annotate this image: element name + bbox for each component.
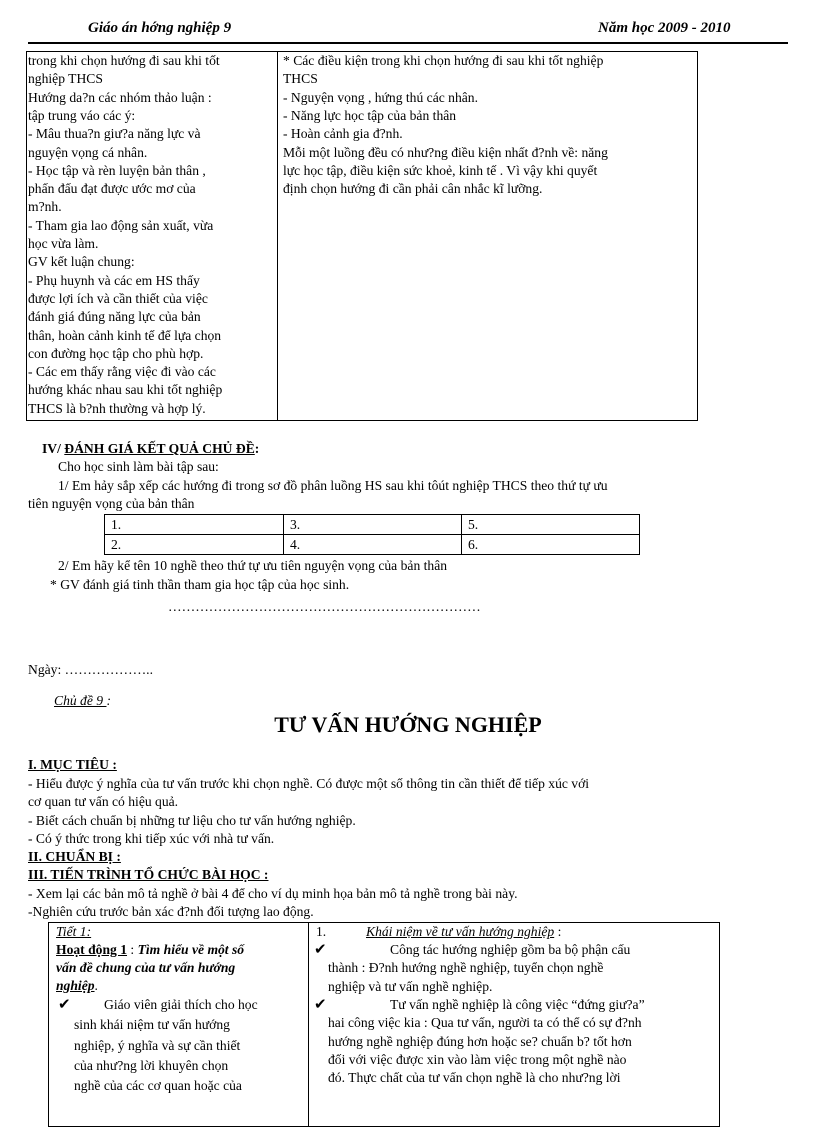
text-line: - Phụ huynh và các em HS thấy [28,272,200,288]
text-line: THCS là b?nh thường và hợp lý. [28,400,206,416]
text-line: sinh khái niệm tư vấn hướng [74,1017,230,1033]
item-number: 1. [316,924,327,939]
text-line: hướng nghề nghiệp đúng hơn hoặc se? chuẩn b? tốt hơn [328,1033,632,1049]
text-line: đối với việc được xin vào làm việc trong một nghề nào [328,1051,627,1067]
activity-heading: Hoạt động 1 : Tìm hiểu về một số [56,942,245,957]
section-iii-heading: III. TIẾN TRÌNH TỔ CHỨC BÀI HỌC : [28,867,269,882]
text-line: định chọn hướng đi cần phải cân nhắc kĩ lưỡng. [283,181,543,197]
text-line: * Các điều kiện trong khi chọn hướng đi sau khi tốt nghiệp [283,53,604,68]
text-line: thân, hoàn cảnh kinh tế để lựa chọn [28,327,222,343]
text-line: được lợi ích và cần thiết của việc [28,290,208,306]
text-line: GV kết luận chung: [28,254,135,270]
grid-cell: 5. [461,514,640,535]
text-line: - Mâu thua?n giư?a năng lực và [28,126,201,142]
text-line: Tư vấn nghề nghiệp là công việc “đứng giư?a” [390,997,645,1012]
text-line: hướng khác nhau sau khi tốt nghiệp [28,382,223,398]
header-left: Giáo án hớng nghiệp 9 [88,20,232,36]
check-icon: ✔ [314,997,327,1013]
text-line: con đường học tập cho phù hợp. [28,345,204,361]
text-line: đó. Thực chất của tư vấn chọn nghề là cho như?ng lời [328,1070,621,1086]
section-iv-q1-cont: tiên nguyện vọng của bản thân [28,496,195,511]
header-right: Năm học 2009 - 2010 [598,20,731,36]
header-rule [28,42,788,44]
section-i-heading: I. MỤC TIÊU : [28,757,117,772]
text-line: của như?ng lời khuyên chọn [74,1057,229,1073]
grid-cell: 2. [104,534,284,555]
text-line: phấn đấu đạt được ước mơ của [28,181,196,197]
text-line: - Các em thấy rằng việc đi vào các [28,364,216,380]
section-iv-q2: 2/ Em hãy kể tên 10 nghề theo thứ tự ưu tiên nguyện vọng của bản thân [58,558,448,573]
date-line: Ngày: ……………….. [28,662,153,677]
text-line: - Năng lực học tập của bản thân [283,107,457,123]
text-line: - Hiểu được ý nghĩa của tư vấn trước khi chọn nghề. Có được một số thông tin cần thiết để tiếp xúc với [28,776,590,791]
grid-cell: 4. [283,534,462,555]
text-line: trong khi chọn hướng đi sau khi tốt [28,53,220,68]
text-line: -Nghiên cứu trước bản xác đ?nh đối tượng lao động. [28,904,314,920]
section-iv-q1: 1/ Em hảy sắp xếp các hướng đi trong sơ đồ phân luồng HS sau khi tôút nghiệp THCS theo thứ tự ưu [58,478,608,493]
section-iv-title: ĐÁNH GIÁ KẾT QUẢ CHỦ ĐỀ [64,441,255,456]
topic-label: Chủ đề 9 : [54,693,112,708]
text-line: tập trung váo các ý: [28,107,136,123]
activity-heading-cont: vấn đề chung của tư vấn hướng [56,960,236,975]
text-line: đánh giá đúng năng lực của bản [28,309,201,325]
text-line: Hướng da?n các nhóm thảo luận : [28,89,212,105]
section-iv-heading: IV/ ĐÁNH GIÁ KẾT QUẢ CHỦ ĐỀ: [42,441,260,456]
check-icon: ✔ [314,942,327,958]
section-iv-note: * GV đánh giá tinh thần tham gia học tập của học sinh. [50,577,350,592]
text-line: - Học tập và rèn luyện bản thân , [28,162,206,178]
grid-cell: 6. [461,534,640,555]
text-line: Công tác hướng nghiệp gồm ba bộ phận cấu [390,942,631,957]
text-line: Giáo viên giải thích cho học [104,997,258,1012]
text-line: nghề của các cơ quan hoặc của [74,1078,242,1094]
item-heading: Khái niệm về tư vấn hướng nghiệp : [366,924,562,939]
text-line: cơ quan tư vấn có hiệu quả. [28,794,179,810]
text-line: nghiệp và tư vấn nghề nghiệp. [328,978,493,994]
section-iv-intro: Cho học sinh làm bài tập sau: [58,459,219,474]
text-line: thành : Đ?nh hướng nghề nghiệp, tuyển chọn nghề [328,960,604,976]
text-line: - Biết cách chuẩn bị những tư liệu cho tư vấn hướng nghiệp. [28,812,356,828]
text-line: - Xem lại các bản mô tả nghề ở bài 4 để cho ví dụ minh họa bản mô tả nghề trong bài này. [28,886,518,901]
check-icon: ✔ [58,997,71,1013]
separator-dots: …………………………………………………………… [168,599,481,614]
text-line: hai công việc kia : Qua tư vấn, người ta có thể có sự đ?nh [328,1015,642,1031]
text-line: nguyện vọng cá nhân. [28,144,148,160]
text-line: lực học tập, điều kiện sức khoẻ, kinh tế . Vì vậy khi quyết [283,162,598,178]
text-line: Mỗi một luồng đều có như?ng điều kiện nhất đ?nh về: năng [283,144,608,160]
text-line: - Hoàn cảnh gia đ?nh. [283,126,403,142]
main-title: TƯ VẤN HƯỚNG NGHIỆP [274,712,542,737]
text-line: THCS [283,71,318,87]
text-line: nghiệp, ý nghĩa và sự cần thiết [74,1037,241,1053]
section-ii-heading: II. CHUẨN BỊ : [28,849,121,864]
text-line: m?nh. [28,199,62,215]
text-line: - Có ý thức trong khi tiếp xúc với nhà tư vấn. [28,830,275,846]
text-line: - Tham gia lao động sản xuất, vừa [28,217,214,233]
text-line: nghiệp THCS [28,71,103,87]
text-line: học vừa làm. [28,236,99,251]
text-line: - Nguyện vọng , hứng thú các nhân. [283,89,478,105]
tiet-label: Tiết 1: [56,924,92,939]
activity-heading-end: nghiệp. [56,978,98,993]
grid-cell: 3. [283,514,462,535]
grid-cell: 1. [104,514,284,535]
